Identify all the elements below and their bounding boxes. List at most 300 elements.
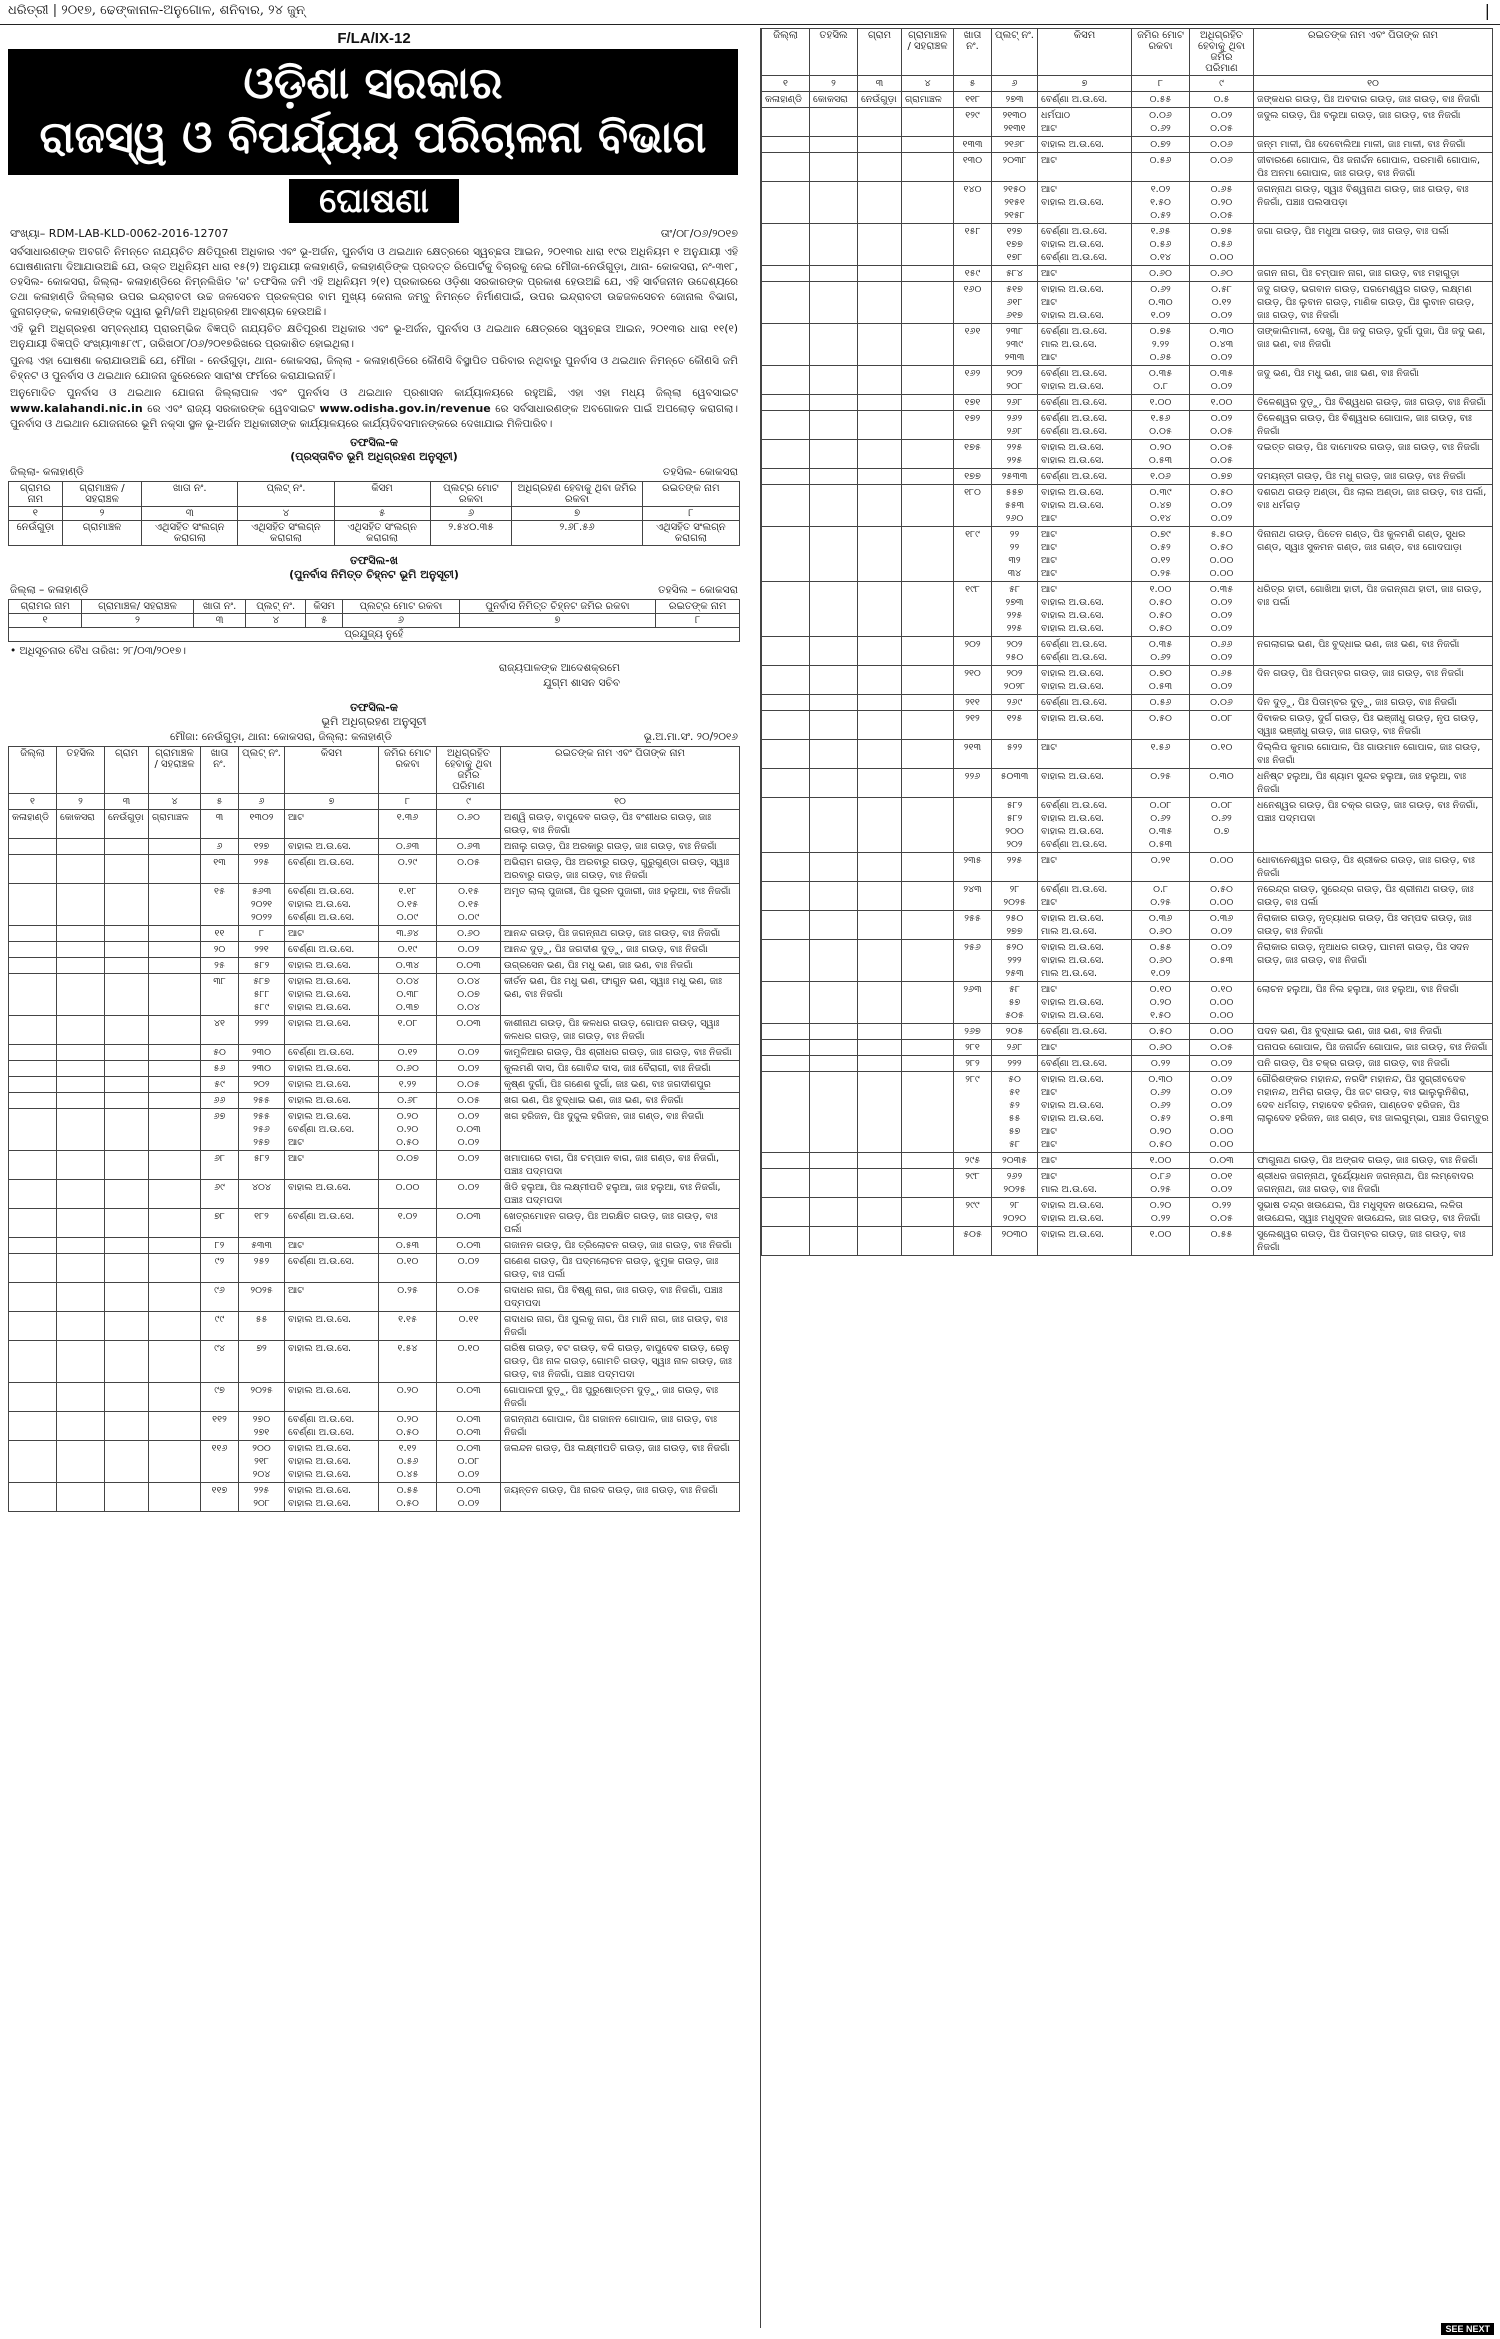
cell-line: ୦.୫୦ bbox=[1149, 1139, 1172, 1150]
table-row bbox=[762, 798, 1493, 853]
cell-line: ୧.୦୨ bbox=[1150, 310, 1171, 321]
table-header-cell: ଗ୍ରାମର ନାମ bbox=[9, 600, 82, 614]
cell-line: ୦.୪୫ bbox=[396, 1469, 419, 1480]
table-cell bbox=[810, 853, 858, 882]
cell-line: ୦.୫୦ bbox=[396, 1137, 419, 1148]
table-cell bbox=[437, 1209, 501, 1238]
cell-line: ୨୮୨ bbox=[965, 1058, 980, 1069]
table-cell bbox=[762, 224, 810, 266]
cell-line: ୧.୫୬ bbox=[1150, 742, 1171, 753]
cell-line: ସୁଭାଷ ଚନ୍ଦ୍ର ଖଉଯେଲ, ପିଃ ମଧୁସୂଦନ ଖଉଯେଲ, ଲଳିତା ଖଉଯେଲ, ସ୍ୱାଃ ମଧୁସୂଦନ ଖଉଯେଲ, ଜାଃ ଗଉଡ଼, ବାଃ ନିଜଗାଁ bbox=[1257, 1200, 1481, 1224]
table-cell bbox=[1038, 153, 1132, 182]
website-link-state[interactable]: www.odisha.gov.in/revenue bbox=[319, 402, 491, 415]
table-row bbox=[9, 1341, 740, 1383]
cell-line: ବେର୍ଣ୍ଣା ଅ.ଉ.ସେ. bbox=[1041, 397, 1108, 408]
land-schedule-table-left bbox=[8, 746, 740, 1512]
table-cell bbox=[201, 926, 239, 942]
masthead-text: ଧରିତ୍ରୀ | ୨୦୧୭, ଢେଙ୍କାନାଳ-ଅନୁଗୋଳ, ଶନିବାର, ୨୪ ଜୁନ୍ bbox=[8, 3, 305, 18]
cell-line: ୦.୦୬ bbox=[1149, 110, 1172, 121]
table-cell bbox=[992, 153, 1038, 182]
cell-line: ଦମୟନ୍ତୀ ଗଉଡ଼, ପିଃ ମଧୁ ଗଉଡ଼, ଜାଃ ଗଉଡ଼, ବାଃ ନିଜଗାଁ bbox=[1257, 471, 1466, 482]
table-cell bbox=[437, 1180, 501, 1209]
table-cell bbox=[992, 769, 1038, 798]
cell-line: ୦.୦୨ bbox=[1210, 310, 1233, 321]
cell-line: ବାହାଲ ଅ.ଉ.ସେ. bbox=[288, 1182, 352, 1193]
table-cell: ୭ bbox=[285, 794, 379, 810]
table-cell bbox=[902, 1198, 954, 1227]
table-cell bbox=[1038, 108, 1132, 137]
table-cell bbox=[858, 153, 902, 182]
cell-line: ୦.୫୩ bbox=[1148, 839, 1173, 850]
table-cell: ୨ bbox=[810, 76, 858, 92]
table-cell bbox=[1132, 224, 1190, 266]
table-cell bbox=[1190, 266, 1254, 282]
cell-line: ୦.୭୫ bbox=[1210, 226, 1233, 237]
cell-line: ୦.୧୦ bbox=[457, 1343, 480, 1354]
table-cell bbox=[1190, 182, 1254, 224]
table-cell bbox=[810, 440, 858, 469]
table-cell bbox=[105, 1151, 149, 1180]
table-cell bbox=[810, 527, 858, 582]
table-cell bbox=[501, 1238, 740, 1254]
cell-line: ଆଟ bbox=[1041, 1171, 1057, 1182]
cell-line: ୨୨୨ bbox=[254, 1018, 269, 1029]
cell-line: ବେର୍ଣ୍ଣା ଅ.ଉ.ସେ. bbox=[288, 1124, 355, 1135]
table-cell bbox=[57, 1045, 105, 1061]
table-cell bbox=[57, 1016, 105, 1045]
cell-line: ବାହାଲ ଅ.ଉ.ସେ. bbox=[1041, 913, 1105, 924]
table-cell bbox=[902, 798, 954, 853]
table-cell bbox=[9, 1016, 57, 1045]
table-cell bbox=[902, 324, 954, 366]
cell-line: ୦.୦୨ bbox=[1210, 413, 1233, 424]
cell-line: ୧୧୮ bbox=[965, 94, 980, 105]
table-cell bbox=[1132, 182, 1190, 224]
table-row bbox=[762, 527, 1493, 582]
table-cell bbox=[285, 810, 379, 839]
table-cell bbox=[992, 911, 1038, 940]
table-row bbox=[762, 282, 1493, 324]
cell-line: ୦.୦୨ bbox=[1210, 652, 1233, 663]
cell-line: ୨୦୪ bbox=[252, 1469, 271, 1480]
table-cell bbox=[201, 1180, 239, 1209]
table-cell bbox=[501, 1077, 740, 1093]
table-header-cell: ପ୍ଲଟ୍ର ମୋଟ ରକବା bbox=[343, 600, 460, 614]
table-cell bbox=[954, 1056, 992, 1072]
table-cell bbox=[57, 1109, 105, 1151]
table-cell bbox=[437, 1283, 501, 1312]
table-cell bbox=[201, 1441, 239, 1483]
table-row bbox=[762, 769, 1493, 798]
cell-line: ୧.୫୪ bbox=[397, 1343, 418, 1354]
table-cell bbox=[501, 942, 740, 958]
cell-line: ସୁଲେଶ୍ୱର ଗଉଡ଼, ପିଃ ପିତାମ୍ବର ଗଉଡ଼, ଜାଃ ଗଉଡ଼, ବାଃ ନିଜଗାଁ bbox=[1257, 1229, 1466, 1253]
cell-line: ୯୭ bbox=[214, 1385, 225, 1396]
cell-line: ବେର୍ଣ୍ଣା ଅ.ଉ.ସେ. bbox=[1041, 226, 1108, 237]
cell-line: ବେର୍ଣ୍ଣା ଅ.ଉ.ସେ. bbox=[1041, 94, 1108, 105]
notice-para4-text: ଅନୁମୋଦିତ ପୁନର୍ବାସ ଓ ଥଇଥାନ ଯୋଜନା ଜିଲ୍ଲାପାଳ ଏବଂ ପୁନର୍ବାସ ଓ ଥଇଥାନ ପ୍ରଶାସନ କାର୍ଯ୍ୟାଳୟରେ ରହୁଅଛି, ଏହା ଏହା ମଧ୍ୟ ଜିଲ୍ଲା ୱେବସାଇଟ bbox=[10, 387, 738, 399]
cell-line: ୨୨୬ bbox=[964, 771, 981, 782]
cell-line: ୨୦୨ bbox=[1006, 639, 1023, 650]
table-cell bbox=[1254, 911, 1493, 940]
cell-line: ୧.୦୨ bbox=[1150, 968, 1171, 979]
table-cell bbox=[992, 1169, 1038, 1198]
cell-line: ୧.୦୦ bbox=[1149, 1229, 1172, 1240]
cell-line: ୦.୧୦ bbox=[396, 1256, 419, 1267]
signature-line2: ଯୁଗ୍ମ ଶାସନ ସଚିବ bbox=[543, 677, 620, 689]
cell-line: ଧର୍ମପାଠ bbox=[1041, 110, 1071, 121]
cell-line: ୦.୦୪ bbox=[457, 1002, 480, 1013]
table-cell bbox=[1038, 695, 1132, 711]
cell-line: ୫୨୨ bbox=[1006, 742, 1023, 753]
notice-date: ତାଂ/୦୮/୦୬/୨୦୧୭ bbox=[660, 227, 738, 240]
cell-line: ତାଙ୍କାଲିମାଳୀ, ଦେଖୁ, ପିଃ ଜଦୁ ଗଉଡ଼, ଦୁର୍ଗା ପୁଜା, ପିଃ ଜଦୁ ଭଣ, ଜାଃ ଭଣ, ବାଃ ନିଜଗାଁ bbox=[1257, 326, 1486, 350]
table-row bbox=[9, 1283, 740, 1312]
cell-line: କାମୁଳିଆର ଗଉଡ଼, ପିଃ ଶ୍ରୀଧର ଗଉଡ଼, ଜାଃ ଗଉଡ଼, ବାଃ ନିଜଗାଁ bbox=[504, 1047, 732, 1058]
cell-line: ବାହାଲ ଅ.ଉ.ସେ. bbox=[1041, 668, 1105, 679]
table-cell bbox=[1254, 798, 1493, 853]
table-cell bbox=[379, 1441, 437, 1483]
cell-line: ୦.୦୦ bbox=[1209, 1026, 1234, 1037]
table-header-cell: ଜମିର ମୋଟ ରକବା bbox=[1132, 29, 1190, 76]
table-cell bbox=[762, 411, 810, 440]
table-header-cell: ପୁନର୍ବାସ ନିମିତ୍ତ ଚିହ୍ନଟ ଜମିର ରକବା bbox=[459, 600, 655, 614]
table-cell bbox=[437, 1238, 501, 1254]
table-cell bbox=[1190, 1072, 1254, 1153]
table-cell bbox=[810, 1153, 858, 1169]
cell-line: ନିରାକାର ଗଉଡ଼, ନୃତ୍ୟାଧର ଗଉଡ଼, ପିଃ ସମ୍ପଦ ଗଉଡ଼, ଜାଃ ଗଉଡ଼, ବାଃ ନିଜଗାଁ bbox=[1257, 913, 1472, 937]
cell-line: ୧୩୦ bbox=[962, 155, 983, 166]
cell-line: ୦.୫୮ bbox=[1211, 284, 1232, 295]
table-cell: କୋକସରା bbox=[810, 92, 858, 108]
website-link-district[interactable]: www.kalahandi.nic.in bbox=[10, 402, 143, 415]
table-cell bbox=[858, 911, 902, 940]
table-cell bbox=[902, 1153, 954, 1169]
cell-line: ୦.୦୩ bbox=[456, 1018, 481, 1029]
cell-line: ୦.୮୬ bbox=[1150, 1171, 1171, 1182]
table-cell bbox=[379, 926, 437, 942]
see-next-label: SEE NEXT bbox=[1441, 2323, 1494, 2335]
table-cell bbox=[9, 1483, 57, 1512]
table-cell bbox=[285, 1209, 379, 1238]
table-cell bbox=[858, 182, 902, 224]
cell-line: ବେର୍ଣ୍ଣା ଅ.ଉ.ସେ. bbox=[288, 1414, 355, 1425]
table-cell bbox=[1254, 92, 1493, 108]
cell-line: ୫୦୩୩ bbox=[1000, 771, 1029, 782]
table-cell bbox=[1254, 1056, 1493, 1072]
table-cell bbox=[149, 974, 201, 1016]
cell-line: ୨୭୭ bbox=[1006, 926, 1023, 937]
table-cell: ନେଉଁଗୁଡ଼ା bbox=[9, 521, 63, 546]
cell-line: ୨୧୦ bbox=[964, 668, 981, 679]
cell-line: ୫୦ bbox=[213, 1047, 226, 1058]
cell-line: ୩୮ bbox=[213, 976, 226, 987]
table-cell bbox=[1132, 740, 1190, 769]
table-cell bbox=[1190, 324, 1254, 366]
table-row bbox=[9, 1412, 740, 1441]
cell-line: ଜନ୍ମ ମାଳୀ, ପିଃ ଦେବୋଲିଆ ମାଳୀ, ଜାଃ ମାଳୀ, ବାଃ ନିଜଗାଁ bbox=[1257, 139, 1466, 150]
table-cell bbox=[992, 182, 1038, 224]
table-cell bbox=[992, 324, 1038, 366]
table-cell bbox=[992, 411, 1038, 440]
cell-line: ଆଟ bbox=[1041, 155, 1057, 166]
table-cell bbox=[501, 1283, 740, 1312]
cell-line: ୨୦୨ bbox=[1006, 668, 1023, 679]
table-cell: ୩ bbox=[105, 794, 149, 810]
cell-line: ୨୦୨ bbox=[964, 639, 981, 650]
table-row bbox=[762, 666, 1493, 695]
cell-line: ଗଦାଧର ନାଗ, ପିଃ ବିଷ୍ଣୁ ନାଗ, ଜାଃ ଗଉଡ଼, ବାଃ ନିଜଗାଁ, ପଞ୍ଚାଃ ପଦ୍ମପଦା bbox=[504, 1285, 723, 1309]
cell-line: ୦.୦୨ bbox=[1210, 1184, 1233, 1195]
cell-line: ୧୭୧ bbox=[964, 397, 981, 408]
cell-line: ୧୩ bbox=[213, 857, 226, 868]
cell-line: ବେର୍ଣ୍ଣା ଅ.ଉ.ସେ. bbox=[1041, 800, 1108, 811]
cell-line: ଆଟ bbox=[1041, 1139, 1057, 1150]
table-cell bbox=[902, 137, 954, 153]
table-cell: ୪ bbox=[246, 614, 306, 628]
table-cell: ୫ bbox=[306, 614, 343, 628]
cell-line: ୦.୦୫ bbox=[1149, 426, 1172, 437]
table-cell bbox=[1190, 711, 1254, 740]
table-cell bbox=[201, 1151, 239, 1180]
table-cell bbox=[501, 958, 740, 974]
table-cell: ୭ bbox=[512, 507, 643, 521]
cell-line: ୧.୫୦ bbox=[1150, 1010, 1171, 1021]
cell-line: ମାଲ ଅ.ଉ.ସେ. bbox=[1041, 339, 1097, 350]
table-cell bbox=[762, 711, 810, 740]
cell-line: ୦.୫୨ bbox=[1150, 1113, 1171, 1124]
table-cell bbox=[437, 1383, 501, 1412]
cell-line: ୦.୨୦ bbox=[396, 1385, 419, 1396]
cell-line: ୦.୫୬ bbox=[1149, 239, 1172, 250]
table-cell bbox=[992, 666, 1038, 695]
table-cell bbox=[1038, 224, 1132, 266]
table-cell bbox=[1254, 1198, 1493, 1227]
notice-file-no: ସଂଖ୍ୟା– RDM-LAB-KLD-0062-2016-12707 bbox=[10, 227, 229, 240]
table-cell bbox=[810, 1040, 858, 1056]
cell-line: ବାହାଲ ଅ.ଉ.ସେ. bbox=[288, 1343, 352, 1354]
cell-line: ୦.୨୦ bbox=[1149, 1126, 1172, 1137]
cell-line: ୧.୧୫ bbox=[398, 1314, 417, 1325]
cell-line: ୦.୫୩ bbox=[395, 1240, 420, 1251]
table-cell bbox=[105, 1483, 149, 1512]
cell-line: ୬୮ bbox=[214, 1153, 225, 1164]
table-cell bbox=[379, 974, 437, 1016]
table-cell bbox=[1190, 1024, 1254, 1040]
table-cell bbox=[954, 527, 992, 582]
table-cell bbox=[1254, 527, 1493, 582]
table-cell bbox=[902, 182, 954, 224]
table-cell bbox=[105, 1016, 149, 1045]
table-cell bbox=[902, 940, 954, 982]
cell-line: ୦.୫୬ bbox=[1149, 155, 1172, 166]
cell-line: ଆଟ bbox=[288, 812, 304, 823]
cell-line: ଜଦୁଲ ଗଉଡ଼, ପିଃ ବଲୁଆ ଗଉଡ଼, ଜାଃ ଗଉଡ଼, ବାଃ ନିଜଗାଁ bbox=[1257, 110, 1461, 121]
cell-line: ବେର୍ଣ୍ଣା ଅ.ଉ.ସେ. bbox=[288, 1211, 355, 1222]
table-cell bbox=[992, 582, 1038, 637]
cell-line: ଜଗନ୍ନାଥ ଗଉଡ଼, ସ୍ୱାଃ ବିଶ୍ୱନାଥ ଗଉଡ଼, ଜାଃ ଗଉଡ଼, ବାଃ ନିଜଗାଁ, ପଞ୍ଚାଃ ପଲସାପଡ଼ା bbox=[1257, 184, 1469, 208]
table-cell bbox=[902, 740, 954, 769]
table-cell bbox=[954, 1072, 992, 1153]
table-row bbox=[9, 1045, 740, 1061]
table-row bbox=[762, 695, 1493, 711]
table-cell bbox=[858, 695, 902, 711]
cell-line: ବାହାଲ ଅ.ଉ.ସେ. bbox=[1041, 771, 1105, 782]
cell-line: ବାହାଲ ଅ.ଉ.ସେ. bbox=[1041, 597, 1105, 608]
cell-line: ବାହାଲ ଅ.ଉ.ସେ. bbox=[288, 1063, 352, 1074]
cell-line: ୦.୦୩ bbox=[456, 1385, 481, 1396]
cell-line: ୦.୩୫ bbox=[1209, 368, 1234, 379]
cell-line: ୦.୦୨ bbox=[1210, 381, 1233, 392]
table-cell bbox=[57, 855, 105, 884]
table-cell bbox=[285, 942, 379, 958]
cell-line: ତିଳେଶ୍ୱର ଗଉଡ଼, ପିଃ ବିଶ୍ୱଧର ଗୋପାଳ, ଜାଃ ଗଉଡ଼, ବାଃ ନିଜଗାଁ bbox=[1257, 413, 1472, 437]
table-cell bbox=[858, 469, 902, 485]
table-cell bbox=[762, 440, 810, 469]
table-cell bbox=[501, 1061, 740, 1077]
table-cell bbox=[1132, 527, 1190, 582]
cell-line: ୦.୦୯ bbox=[457, 912, 480, 923]
cell-line: ୨୧୫୧ bbox=[1004, 197, 1025, 208]
table-cell bbox=[1132, 711, 1190, 740]
table-cell bbox=[105, 839, 149, 855]
cell-line: ବେର୍ଣ୍ଣା ଅ.ଉ.ସେ. bbox=[1041, 426, 1108, 437]
cell-line: ୧୧୨ bbox=[212, 1414, 227, 1425]
table-cell bbox=[285, 1061, 379, 1077]
table-cell bbox=[9, 1312, 57, 1341]
schedule-kha-district: ଜିଲ୍ଲା – କଳାହାଣ୍ଡି bbox=[10, 584, 89, 596]
cell-line: ତିଳେଶ୍ୱର ଦୁଡ଼ୁ, ପିଃ ବିଶ୍ୱଧର ଗଉଡ଼, ଜାଃ ଗଉଡ଼, ବାଃ ନିଜଗାଁ bbox=[1257, 397, 1486, 408]
table-cell bbox=[858, 324, 902, 366]
table-cell bbox=[858, 366, 902, 395]
table-cell bbox=[239, 974, 285, 1016]
cell-line: ବାହାଲ ଅ.ଉ.ସେ. bbox=[1041, 455, 1105, 466]
cell-line: ୧୮୦ bbox=[964, 487, 981, 498]
table-cell bbox=[501, 1151, 740, 1180]
table-cell bbox=[285, 839, 379, 855]
table-cell bbox=[1190, 527, 1254, 582]
cell-line: ୧୭୭ bbox=[964, 471, 981, 482]
cell-line: ଗଦାଧର ନାଗ, ପିଃ ପୁଲକୁ ନାଗ, ପିଃ ମାନି ନାଗ, ଜାଃ ଗଉଡ଼, ବାଃ ନିଜଗାଁ bbox=[504, 1314, 728, 1338]
table-cell bbox=[992, 1024, 1038, 1040]
cell-line: ଦଇତ୍ତ ଗଉଡ଼, ପିଃ ଦାମୋଦର ଗଉଡ଼, ଜାଃ ଗଉଡ଼, ବାଃ ନିଜଗାଁ bbox=[1257, 442, 1480, 453]
table-cell bbox=[9, 1441, 57, 1483]
table-cell bbox=[1038, 711, 1132, 740]
table-row bbox=[9, 1441, 740, 1483]
table-cell bbox=[954, 92, 992, 108]
table-cell bbox=[902, 666, 954, 695]
cell-line: ୦.୧୫ bbox=[397, 899, 418, 910]
table-cell: ୮ bbox=[379, 794, 437, 810]
table-cell bbox=[902, 411, 954, 440]
table-header-cell: ଖାତା ନଂ. bbox=[954, 29, 992, 76]
cell-line: ୧.୩୬ bbox=[396, 812, 419, 823]
cell-line: ୦.୦୫ bbox=[1210, 426, 1233, 437]
cell-line: ବେର୍ଣ୍ଣା ଅ.ଉ.ସେ. bbox=[288, 912, 355, 923]
table-cell bbox=[954, 982, 992, 1024]
cell-line: ବାହାଲ ଅ.ଉ.ସେ. bbox=[1041, 826, 1105, 837]
table-cell bbox=[285, 1151, 379, 1180]
cell-line: ୧.୫୦ bbox=[1150, 197, 1171, 208]
cell-line: ୧୯୮ bbox=[965, 584, 980, 595]
table-cell bbox=[1132, 92, 1190, 108]
cell-line: ୫୫ bbox=[1008, 1113, 1021, 1124]
table-cell bbox=[992, 1072, 1038, 1153]
table-row bbox=[762, 92, 1493, 108]
table-row bbox=[9, 1061, 740, 1077]
table-cell bbox=[379, 1383, 437, 1412]
cell-line: ୦.୦୨ bbox=[457, 1063, 480, 1074]
left-column bbox=[8, 28, 740, 2328]
table-cell bbox=[810, 1024, 858, 1040]
cell-line: ଅଭିରାମ ଗଉଡ଼, ପିଃ ଅରବାରୁ ଗଉଡ଼, ଗୁରୁଗୁଣ୍ଡା ଗଉଡ଼, ସ୍ୱାଃ ଅରବାରୁ ଗଉଡ଼, ଜାଃ ଗଉଡ଼, ବାଃ ନିଜଗାଁ bbox=[504, 857, 730, 881]
cell-line: ଆଟ bbox=[1041, 352, 1057, 363]
table-cell bbox=[1132, 324, 1190, 366]
cell-line: ବେର୍ଣ୍ଣା ଅ.ଉ.ସେ. bbox=[1041, 697, 1108, 708]
cell-line: ୨୨୫ bbox=[1006, 442, 1023, 453]
table-cell bbox=[1190, 940, 1254, 982]
cell-line: ୨୦୨୧ bbox=[250, 899, 273, 910]
cell-line: ୦.୬୨ bbox=[1150, 652, 1171, 663]
table-cell bbox=[437, 1151, 501, 1180]
table-cell: କଳାହାଣ୍ଡି bbox=[9, 810, 57, 839]
table-cell bbox=[57, 1283, 105, 1312]
table-cell bbox=[9, 1151, 57, 1180]
cell-line: ବାହାଲ ଅ.ଉ.ସେ. bbox=[288, 989, 352, 1000]
cell-line: ଆଟ bbox=[1041, 1126, 1057, 1137]
table-cell bbox=[379, 1077, 437, 1093]
table-cell bbox=[902, 582, 954, 637]
cell-line: ୦.୧୫ bbox=[458, 899, 479, 910]
cell-line: ୨୬୨ bbox=[1006, 413, 1023, 424]
cell-line: ୦.୦୫ bbox=[1210, 442, 1233, 453]
cell-line: ୦.୭୨ bbox=[1150, 139, 1171, 150]
cell-line: ୦.୩୬ bbox=[1148, 913, 1173, 924]
cell-line: ବାହାଲ ଅ.ଉ.ସେ. bbox=[1041, 487, 1105, 498]
table-cell bbox=[992, 440, 1038, 469]
cell-line: ୫୨୦ bbox=[1005, 942, 1024, 953]
cell-line: ୦.୦୮ bbox=[1149, 800, 1172, 811]
cell-line: ବେର୍ଣ୍ଣା ଅ.ଉ.ସେ. bbox=[1041, 884, 1108, 895]
cell-line: ୦.୫୦ bbox=[1149, 623, 1172, 634]
cell-line: ଦିନ ଗଉଡ଼, ପିଃ ପିତାମ୍ବର ଗଉଡ଼, ଜାଃ ଗଉଡ଼, ବାଃ ନିଜଗାଁ bbox=[1257, 668, 1464, 679]
table-cell bbox=[992, 940, 1038, 982]
table-cell bbox=[902, 1024, 954, 1040]
cell-line: ୦.୦୬ bbox=[1210, 139, 1233, 150]
table-cell bbox=[858, 1024, 902, 1040]
table-cell bbox=[954, 324, 992, 366]
cell-line: ଜଗନ ନାଗ, ପିଃ ଚମ୍ପାନ ନାଗ, ଜାଃ ଗଉଡ଼, ବାଃ ମହାଗୁଡ଼ା bbox=[1257, 268, 1460, 279]
table-cell bbox=[1190, 637, 1254, 666]
cell-line: ୦.୬୦ bbox=[1149, 268, 1172, 279]
cell-line: ୫୦୫ bbox=[1005, 1010, 1024, 1021]
notice-file-row bbox=[10, 227, 738, 241]
table-cell bbox=[437, 1412, 501, 1441]
table-cell bbox=[902, 266, 954, 282]
cell-line: ୦.୦୦ bbox=[1209, 252, 1234, 263]
table-cell bbox=[379, 1093, 437, 1109]
table-cell bbox=[201, 942, 239, 958]
cell-line: କୁଲମଣି ଦାସ, ପିଃ ଗୋବିନ୍ଦ ଦାସ, ଜାଃ ବୈରାଗୀ, ବାଃ ନିଜଗାଁ bbox=[504, 1063, 711, 1074]
table-cell bbox=[902, 853, 954, 882]
table-cell bbox=[954, 666, 992, 695]
table-cell bbox=[437, 1312, 501, 1341]
table-cell bbox=[1038, 485, 1132, 527]
cell-line: ୦.୩୭ bbox=[395, 1002, 420, 1013]
table-header-cell: କିସମ bbox=[334, 482, 430, 507]
notice-title-line1: ଓଡ଼ିଶା ସରକାର bbox=[243, 58, 503, 109]
table-cell bbox=[810, 324, 858, 366]
